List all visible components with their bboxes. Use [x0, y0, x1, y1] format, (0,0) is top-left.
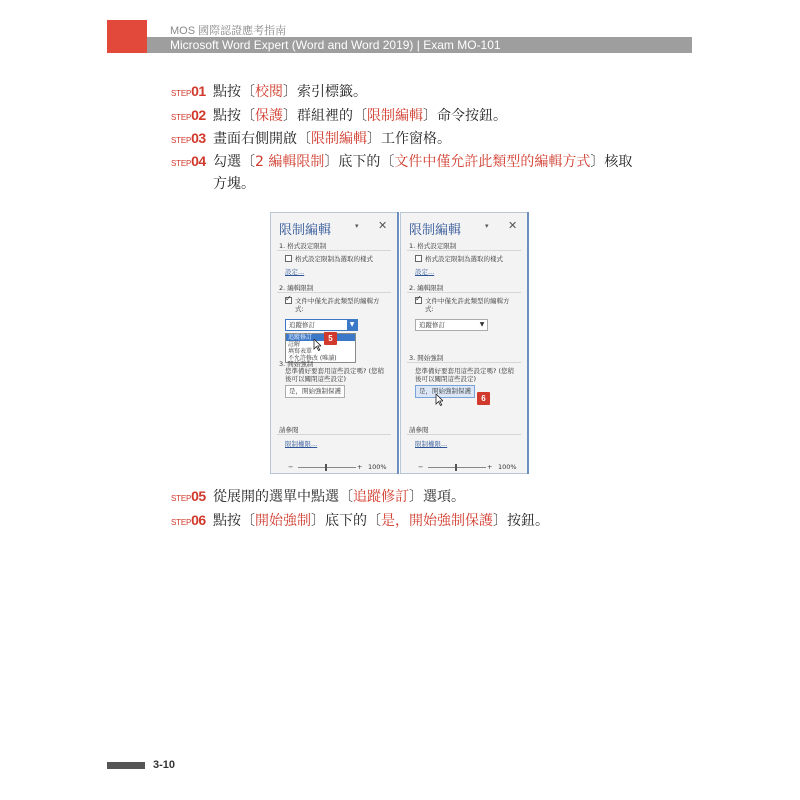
formatting-checkbox-label: 格式設定限制為選取的樣式 — [425, 255, 503, 263]
pane-title: 限制編輯 — [279, 223, 332, 238]
zoom-out-button[interactable]: − — [288, 463, 294, 471]
divider — [407, 434, 521, 435]
enforcement-text-2: 後可以關閉這些設定) — [415, 375, 477, 383]
zoom-track — [298, 467, 356, 468]
see-also-heading: 請參閱 — [409, 426, 429, 434]
editing-checkbox-label: 文件中僅允許此類型的編輯方 — [295, 297, 380, 305]
editing-checkbox-label-2: 式: — [295, 305, 304, 313]
divider — [277, 250, 391, 251]
section-editing: 2. 編輯限制 — [279, 284, 314, 292]
restrict-permission-link[interactable]: 限制權限... — [415, 440, 448, 448]
editing-type-select[interactable] — [415, 319, 488, 331]
zoom-slider[interactable] — [455, 464, 457, 471]
chevron-down-icon[interactable]: ▼ — [479, 321, 485, 328]
header-red-block-lower — [107, 37, 147, 53]
section-editing: 2. 編輯限制 — [409, 284, 444, 292]
pane-border — [397, 212, 399, 474]
step-01: STEP01 點按〔校閱〕索引標籤。 — [171, 83, 367, 100]
section-enforcement: 3. 開始強制 — [409, 354, 444, 362]
pane-title: 限制編輯 — [409, 223, 462, 238]
step-06: STEP06 點按〔開始強制〕底下的〔是，開始強制保護〕按鈕。 — [171, 512, 549, 529]
section-enforcement: 3. 開始強制 — [279, 360, 314, 368]
step-02: STEP02 點按〔保護〕群組裡的〔限制編輯〕命令按鈕。 — [171, 107, 507, 124]
zoom-in-button[interactable]: + — [357, 463, 363, 471]
editing-checkbox-label-2: 式: — [425, 305, 434, 313]
start-enforcing-button[interactable]: 是，開始強制保護 — [285, 385, 345, 398]
header-red-block — [107, 20, 147, 37]
enforcement-text-2: 後可以關閉這些設定) — [285, 375, 347, 383]
divider — [407, 250, 521, 251]
close-icon[interactable]: ✕ — [378, 219, 388, 232]
formatting-checkbox-label: 格式設定限制為選取的樣式 — [295, 255, 373, 263]
dropdown-item-forms[interactable]: 填寫表單 — [288, 348, 313, 355]
close-icon[interactable]: ✕ — [508, 219, 518, 232]
footer-bar — [107, 762, 145, 769]
zoom-level: 100% — [368, 463, 387, 471]
divider — [407, 292, 521, 293]
step-04-continuation: 方塊。 — [213, 176, 255, 192]
callout-badge: 6 — [477, 392, 490, 405]
callout-badge: 5 — [324, 332, 337, 345]
mouse-cursor-icon — [313, 339, 321, 351]
settings-link[interactable]: 設定... — [415, 268, 435, 276]
editing-checkbox[interactable] — [415, 297, 422, 304]
zoom-out-button[interactable]: − — [418, 463, 424, 471]
settings-link[interactable]: 設定... — [285, 268, 305, 276]
section-formatting: 1. 格式設定限制 — [409, 242, 457, 250]
step-04: STEP04 勾選〔2 編輯限制〕底下的〔文件中僅允許此類型的編輯方式〕核取 — [171, 153, 633, 170]
dropdown-item-readonly[interactable]: 不允許修改 (唯讀) — [288, 355, 337, 362]
step-03: STEP03 畫面右側開啟〔限制編輯〕工作窗格。 — [171, 130, 451, 147]
book-title: MOS 國際認證應考指南 — [170, 25, 287, 37]
editing-checkbox[interactable] — [285, 297, 292, 304]
start-enforcing-button[interactable]: 是，開始強制保護 — [415, 385, 475, 398]
see-also-heading: 請參閱 — [279, 426, 299, 434]
restrict-editing-pane-right — [400, 212, 528, 474]
enforcement-text: 您準備好要套用這些設定嗎? (您稍 — [415, 367, 515, 375]
zoom-bar — [271, 462, 397, 473]
zoom-slider[interactable] — [325, 464, 327, 471]
book-subtitle: Microsoft Word Expert (Word and Word 2019) | Exam MO-101 — [170, 38, 501, 52]
dropdown-item-track-changes[interactable]: 追蹤修訂 — [286, 334, 355, 341]
formatting-checkbox[interactable] — [415, 255, 422, 262]
pane-options-icon[interactable]: ▾ — [355, 222, 359, 230]
pane-border — [527, 212, 529, 474]
divider — [277, 292, 391, 293]
step-05: STEP05 從展開的選單中點選〔追蹤修訂〕選項。 — [171, 488, 465, 505]
dropdown-item-comments[interactable]: 註解 — [288, 341, 301, 348]
divider — [407, 362, 521, 363]
restrict-permission-link[interactable]: 限制權限... — [285, 440, 318, 448]
section-formatting: 1. 格式設定限制 — [279, 242, 327, 250]
select-value: 追蹤修訂 — [419, 321, 445, 329]
zoom-track — [428, 467, 486, 468]
zoom-in-button[interactable]: + — [487, 463, 493, 471]
editing-type-select[interactable] — [285, 319, 358, 331]
pane-options-icon[interactable]: ▾ — [485, 222, 489, 230]
mouse-cursor-icon — [435, 394, 443, 406]
chevron-down-icon[interactable]: ▼ — [347, 320, 357, 330]
select-value: 追蹤修訂 — [289, 321, 315, 329]
formatting-checkbox[interactable] — [285, 255, 292, 262]
editing-checkbox-label: 文件中僅允許此類型的編輯方 — [425, 297, 510, 305]
restrict-editing-pane-left — [270, 212, 398, 474]
page-number: 3-10 — [153, 759, 176, 771]
zoom-level: 100% — [498, 463, 517, 471]
divider — [277, 434, 391, 435]
zoom-bar — [401, 462, 527, 473]
enforcement-text: 您準備好要套用這些設定嗎? (您稍 — [285, 367, 385, 375]
